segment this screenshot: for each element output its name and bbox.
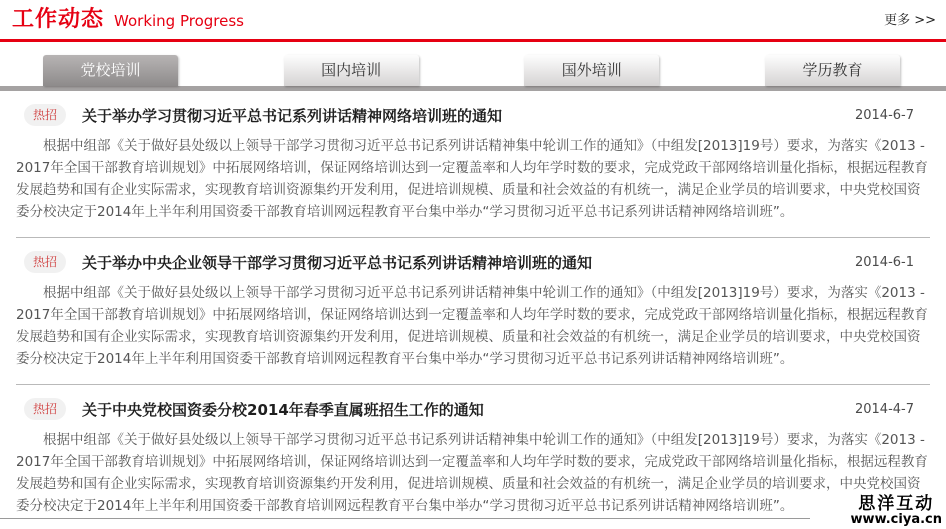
- news-item: [14, 385, 932, 517]
- news-summary: 根据中组部《关于做好县处级以上领导干部学习贯彻习近平总书记系列讲话精神集中轮训工作的通知》（中组发[2013]19号）要求，为落实《2013 - 2017年全国干部教育培训规划》中拓展网络培训，保证网络培训达到一定覆盖率和人均年学时数的要求，完成党政干部网络培训量化指标，根据远程教育发展趋势和国有企业实际需求，实现教育培训资源集约开发利用，促进培训规模、质量和社会效益的有机统一，满足企业学员的培训要求，中央党校国资委分校决定于2014年上半年利用国资委干部教育培训网远程教育平台集中举办“学习贯彻习近平总书记系列讲话精神网络培训班”。: [16, 285, 928, 367]
- site-watermark: [851, 495, 942, 527]
- news-date: 2014-4-7: [854, 401, 914, 417]
- tabs-container: [0, 55, 946, 91]
- hot-recruit-badge: 热招: [24, 104, 66, 126]
- news-date: 2014-6-7: [854, 107, 914, 123]
- watermark-brand: 思洋互动: [858, 494, 935, 514]
- news-summary: 根据中组部《关于做好县处级以上领导干部学习贯彻习近平总书记系列讲话精神集中轮训工作的通知》（中组发[2013]19号）要求，为落实《2013 - 2017年全国干部教育培训规划》中拓展网络培训，保证网络培训达到一定覆盖率和人均年学时数的要求，完成党政干部网络培训量化指标，根据远程教育发展趋势和国有企业实际需求，实现教育培训资源集约开发利用，促进培训规模、质量和社会效益的有机统一，满足企业学员的培训要求，中央党校国资委分校决定于2014年上半年利用国资委干部教育培训网远程教育平台集中举办“学习贯彻习近平总书记系列讲话精神网络培训班”。: [16, 432, 928, 514]
- news-item: [14, 238, 932, 370]
- tab-degree-education[interactable]: 学历教育: [765, 55, 900, 86]
- news-item: [14, 91, 932, 223]
- more-link[interactable]: 更多 >>: [884, 13, 936, 28]
- news-summary: 根据中组部《关于做好县处级以上领导干部学习贯彻习近平总书记系列讲话精神集中轮训工作的通知》（中组发[2013]19号）要求，为落实《2013 - 2017年全国干部教育培训规划》中拓展网络培训，保证网络培训达到一定覆盖率和人均年学时数的要求，完成党政干部网络培训量化指标，根据远程教育发展趋势和国有企业实际需求，实现教育培训资源集约开发利用，促进培训规模、质量和社会效益的有机统一，满足企业学员的培训要求，中央党校国资委分校决定于2014年上半年利用国资委干部教育培训网远程教育平台集中举办“学习贯彻习近平总书记系列讲话精神网络培训班”。: [16, 138, 928, 220]
- news-title-link[interactable]: 关于中央党校国资委分校2014年春季直属班招生工作的通知: [82, 400, 484, 419]
- news-date: 2014-6-1: [854, 254, 914, 270]
- watermark-url: www.ciya.cn: [850, 512, 942, 527]
- news-title-link[interactable]: 关于举办学习贯彻习近平总书记系列讲话精神网络培训班的通知: [82, 106, 503, 125]
- section-header: [0, 0, 946, 42]
- hot-recruit-badge: 热招: [24, 398, 66, 420]
- page-title: 工作动态: [12, 7, 105, 32]
- tab-dangxiao-training[interactable]: 党校培训: [43, 55, 178, 86]
- news-list: [0, 91, 946, 517]
- tab-domestic-training[interactable]: 国内培训: [284, 55, 419, 86]
- footer-divider: [0, 518, 810, 519]
- page-subtitle: Working Progress: [114, 12, 244, 30]
- hot-recruit-badge: 热招: [24, 251, 66, 273]
- tab-overseas-training[interactable]: 国外培训: [524, 55, 659, 86]
- news-title-link[interactable]: 关于举办中央企业领导干部学习贯彻习近平总书记系列讲话精神培训班的通知: [82, 253, 593, 272]
